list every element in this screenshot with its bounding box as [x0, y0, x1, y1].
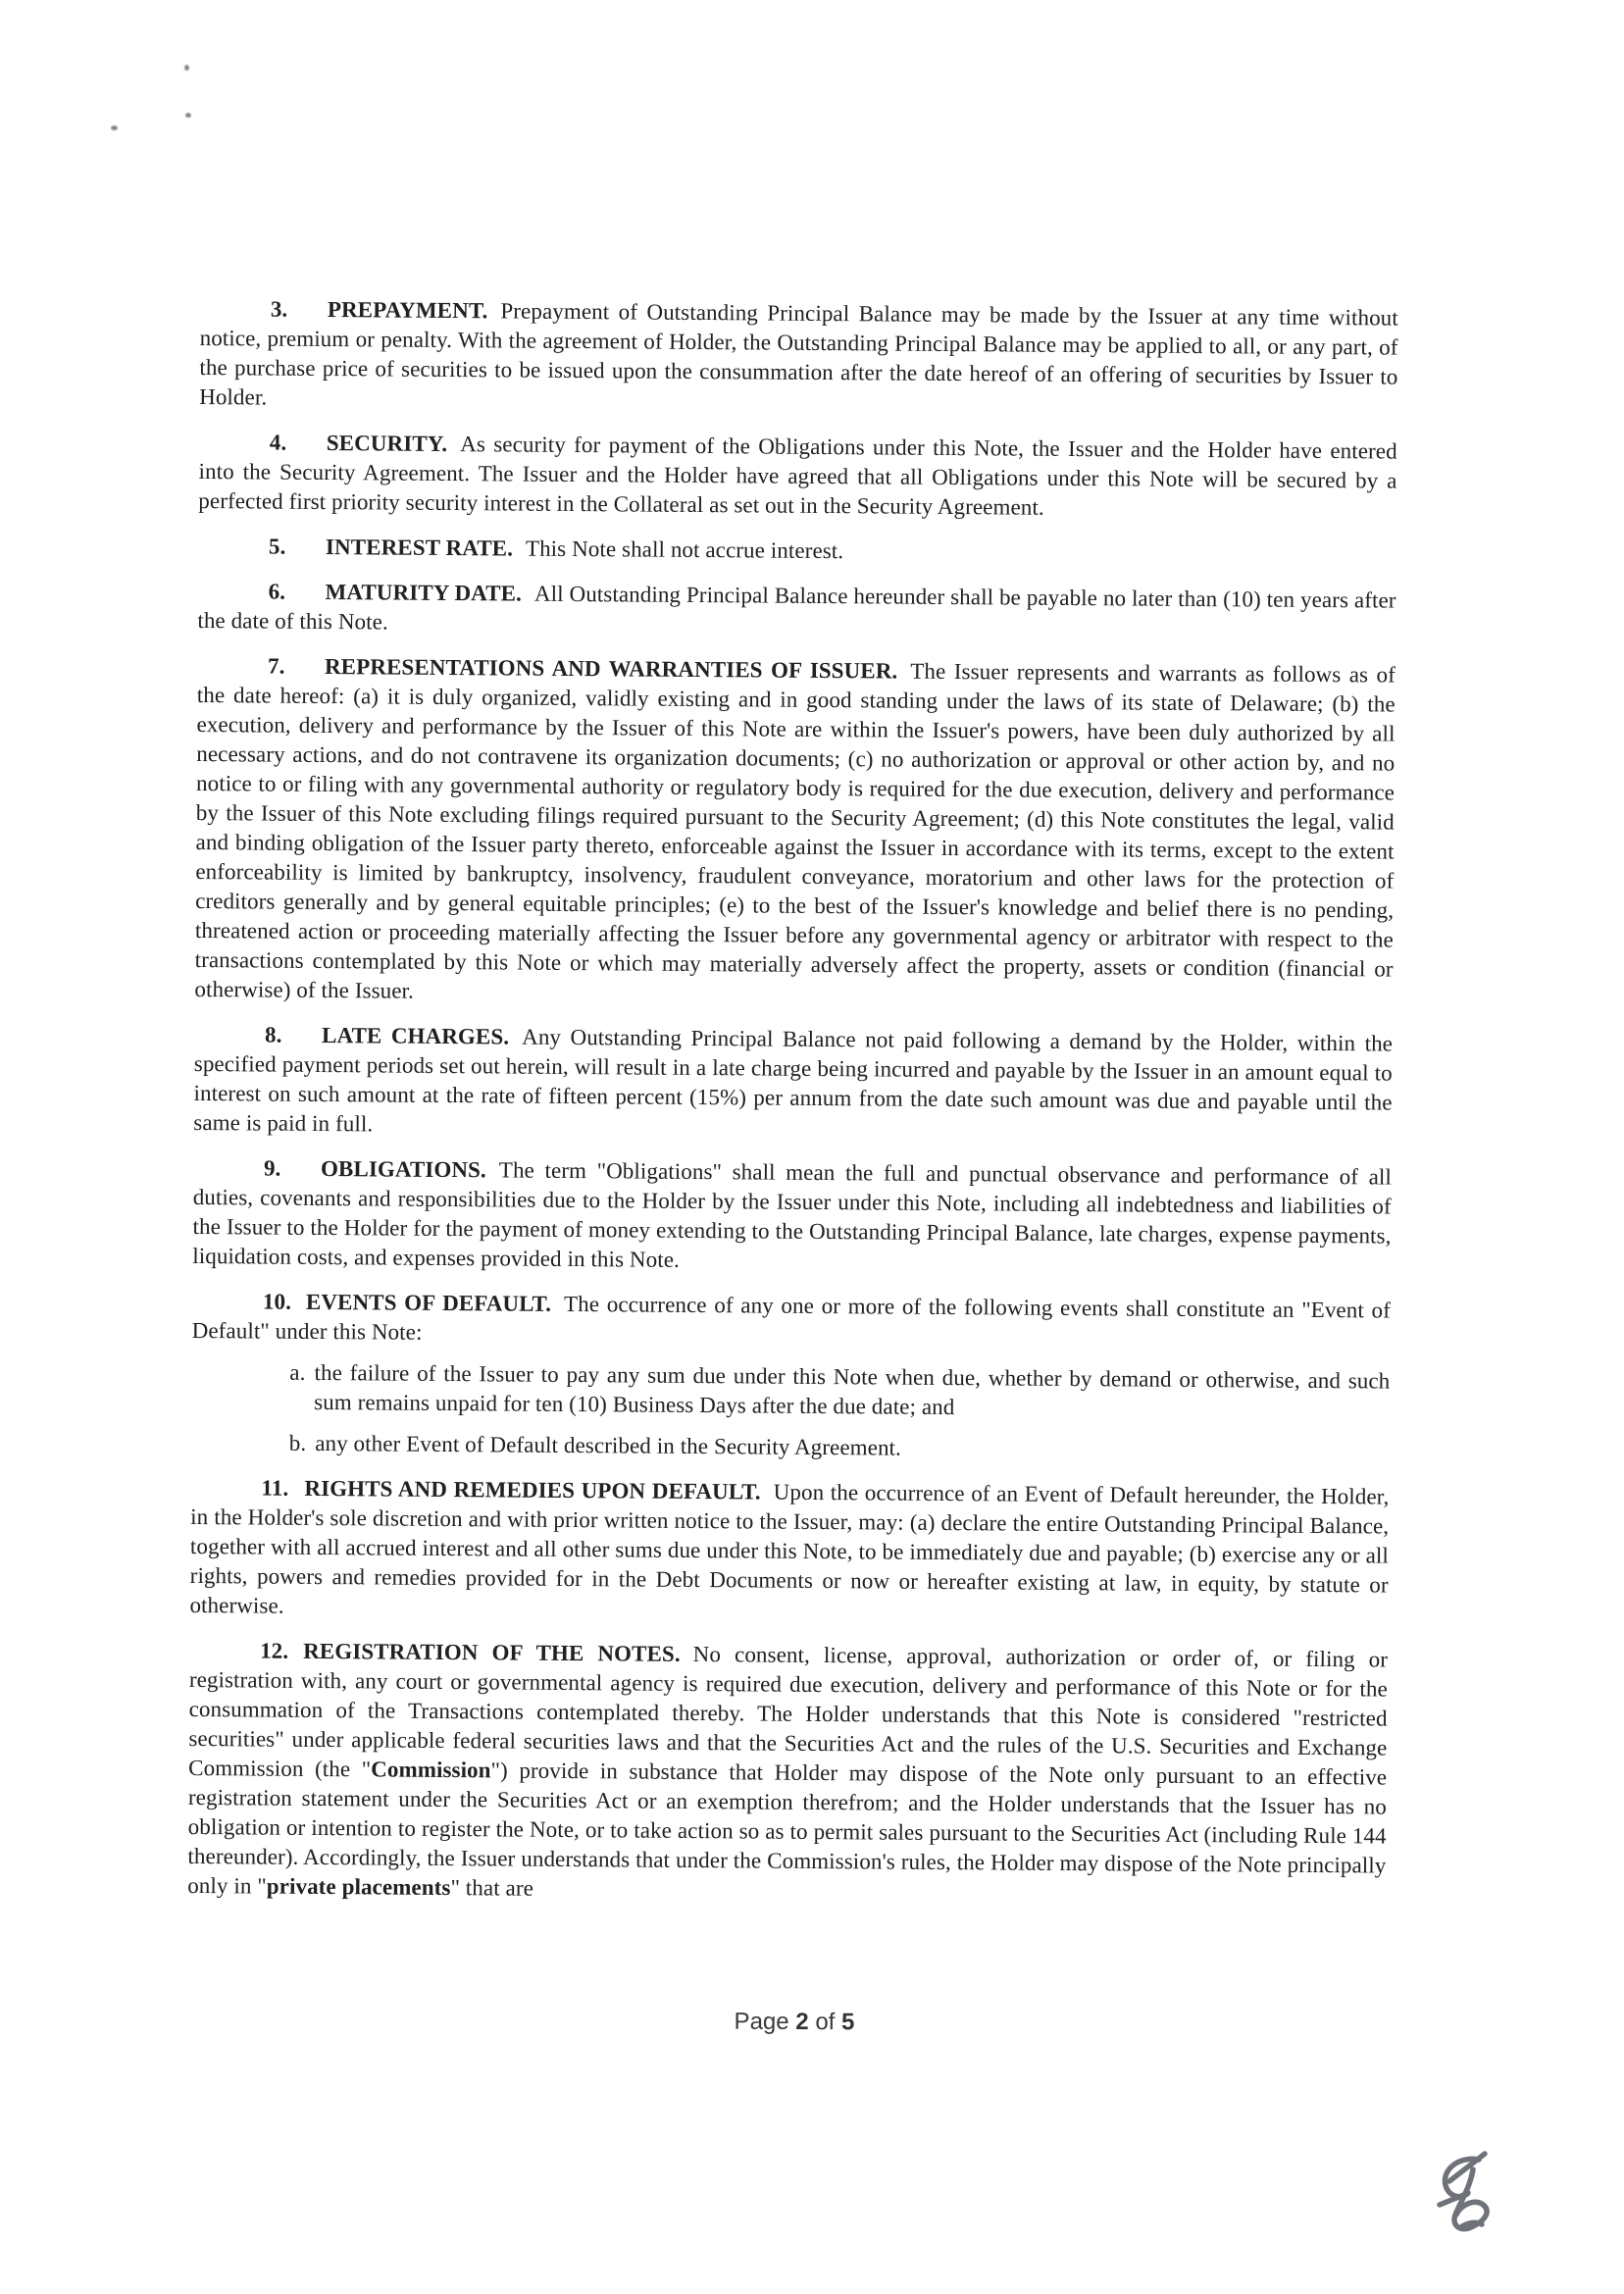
- section-prepayment: [199, 294, 1398, 422]
- section-number: 6.: [268, 579, 286, 604]
- handwritten-initials-icon: [1430, 2144, 1510, 2238]
- section-number: 7.: [267, 653, 285, 679]
- section-title: EVENTS OF DEFAULT.: [305, 1289, 552, 1316]
- section-events-of-default: [192, 1287, 1391, 1355]
- section-number: 12.: [260, 1638, 289, 1663]
- section-representations-warranties: [194, 651, 1396, 1014]
- footer-total-pages: 5: [840, 2009, 855, 2036]
- section-body: Upon the occurrence of an Event of Default hereunder, the Holder, in the Holder's sole discretion and with prior written notice to the Issuer, may: (a) declare the entire Outstanding Principal Balance, together with all accrued interest and all other sums due under this Note, to be immediately due and payable; (b) exercise any or all rights, powers and remedies provided for in the Debt Documents or now or hereafter existing at law, in equity, by statute or otherwise.: [189, 1479, 1390, 1618]
- section-rights-remedies: [189, 1473, 1389, 1630]
- section-title: INTEREST RATE.: [325, 535, 514, 561]
- list-item-marker: a.: [289, 1359, 306, 1385]
- section-number: 8.: [264, 1022, 282, 1047]
- section-body: As security for payment of the Obligations under this Note, the Issuer and the Holder have entered into the Security Agreement. The Issuer and the Holder have agreed that all Obligations under this Note will be secured by a perfected first priority security interest in the Collateral as set out in the Security Agreement.: [198, 432, 1397, 520]
- section-number: 9.: [263, 1155, 281, 1181]
- footer-of: of: [815, 2009, 836, 2036]
- footer-page-number: 2: [795, 2009, 809, 2036]
- section-title: RIGHTS AND REMEDIES UPON DEFAULT.: [304, 1475, 761, 1504]
- section-number: 11.: [261, 1475, 289, 1501]
- section-late-charges: [193, 1020, 1393, 1147]
- section-body: ") provide in substance that Holder may dispose of the Note only pursuant to an effective registration statement under the Securities Act or an exemption therefrom; and the Holder understands that the Issuer has no obligation or intention to register the Note, or to take action so as to permit sales pursuant to the Securities Act (including Rule 144 thereunder). Accordingly, the Issuer understands that under the Commission's rules, the Holder may dispose of the Note principally only in ": [187, 1758, 1388, 1899]
- section-title: SECURITY.: [326, 431, 448, 456]
- section-body: The occurrence of any one or more of the following events shall constitute an "Event of Default" under this Note:: [191, 1291, 1391, 1345]
- page-footer: [0, 2005, 1606, 2041]
- scan-speck: [185, 113, 191, 118]
- list-item-marker: b.: [288, 1430, 307, 1455]
- section-title: REPRESENTATIONS AND WARRANTIES OF ISSUER.: [324, 654, 898, 684]
- section-body: Prepayment of Outstanding Principal Balance may be made by the Issuer at any time without notice, premium or penalty. With the agreement of Holder, the Outstanding Principal Balance may be applied to all, or any part, of the purchase price of securities to be issued upon the consummation after the date hereof of an offering of securities by Issuer to Holder.: [199, 298, 1398, 410]
- section-body: The Issuer represents and warrants as follows as of the date hereof: (a) it is duly organized, validly existing and in good standing under the laws of its state of Delaware; (b) the execution, delivery and performance by the Issuer of this Note are within the Issuer's powers, have been duly authorized by all necessary actions, and do not contravene its organization documents; (c) no authorization or approval or other action by, and no notice to or filing with any governmental authority or regulatory body is required for the due execution, delivery and performance by the Issuer of this Note excluding filings required pursuant to the Security Agreement; (d) this Note constitutes the legal, valid and binding obligation of the Issuer party thereto, enforceable against the Issuer in accordance with its terms, except to the extent enforceability is limited by bankruptcy, insolvency, fraudulent conveyance, moratorium and other laws for the protection of creditors generally and by general equitable principles; (e) to the best of the Issuer's knowledge and belief there is no pending, threatened action or proceeding materially affecting the Issuer before any governmental agency or arbitrator with respect to the transactions contemplated by this Note or which may materially adversely affect the property, assets or condition (financial or otherwise) of the Issuer.: [194, 658, 1396, 1003]
- document-body: [187, 294, 1398, 1926]
- section-number: 10.: [262, 1289, 292, 1314]
- section-interest-rate: [198, 532, 1396, 571]
- default-event-item-b: [191, 1428, 1390, 1467]
- section-title: MATURITY DATE.: [325, 580, 523, 606]
- section-body: The term "Obligations" shall mean the full and punctual observance and performance of all duties, covenants and responsibilities due to the Holder by the Issuer under this Note, including all indebtedness and liabilities of the Issuer to the Holder for the payment of money extending to the Outstanding Principal Balance, late charges, expense payments, liquidation costs, and expenses provided in this Note.: [192, 1157, 1393, 1272]
- list-item-text: the failure of the Issuer to pay any sum due under this Note when due, whether by demand or otherwise, and such sum remains unpaid for ten (10) Business Days after the due date; and: [314, 1359, 1391, 1420]
- list-item-text: any other Event of Default described in the Security Agreement.: [315, 1430, 902, 1460]
- section-number: 3.: [270, 296, 288, 322]
- scan-speck: [184, 65, 189, 71]
- footer-label: Page: [734, 2008, 789, 2035]
- section-title: PREPAYMENT.: [327, 297, 488, 324]
- section-body: This Note shall not accrue interest.: [525, 535, 844, 564]
- defined-term-commission: Commission: [371, 1757, 491, 1783]
- section-body: Any Outstanding Principal Balance not paid following a demand by the Holder, within the specified payment periods set out herein, will result in a late charge being incurred and payable by the Issuer in an amount equal to interest on such amount at the rate of fifteen percent (15%) per annum from the date such amount was due and payable until the same is paid in full.: [193, 1024, 1394, 1137]
- section-security: [198, 428, 1397, 526]
- defined-term-private-placements: private placements: [266, 1873, 451, 1901]
- section-maturity-date: [197, 577, 1396, 645]
- scan-speck: [111, 126, 118, 130]
- section-body: No consent, license, approval, authorization or order of, or filing or registration with, any court or governmental agency is required due execution, delivery and performance of this Note or for the consummation of the Transactions contemplated thereby. The Holder understands that this Note is considered "restricted securities" under applicable federal securities laws and that the Securities Act and the rules of the U.S. Securities and Exchange Commission (the ": [188, 1641, 1389, 1782]
- section-number: 5.: [268, 534, 286, 559]
- section-body: All Outstanding Principal Balance hereunder shall be payable no later than (10) ten years after the date of this Note.: [197, 581, 1396, 635]
- section-number: 4.: [269, 430, 287, 455]
- section-title: LATE CHARGES.: [321, 1022, 510, 1049]
- section-registration-notes: [187, 1636, 1388, 1911]
- section-title: OBLIGATIONS.: [320, 1155, 486, 1183]
- section-body: " that are: [450, 1875, 534, 1901]
- section-title: REGISTRATION OF THE NOTES.: [303, 1638, 681, 1666]
- section-obligations: [192, 1153, 1392, 1281]
- default-event-item-a: [191, 1357, 1390, 1426]
